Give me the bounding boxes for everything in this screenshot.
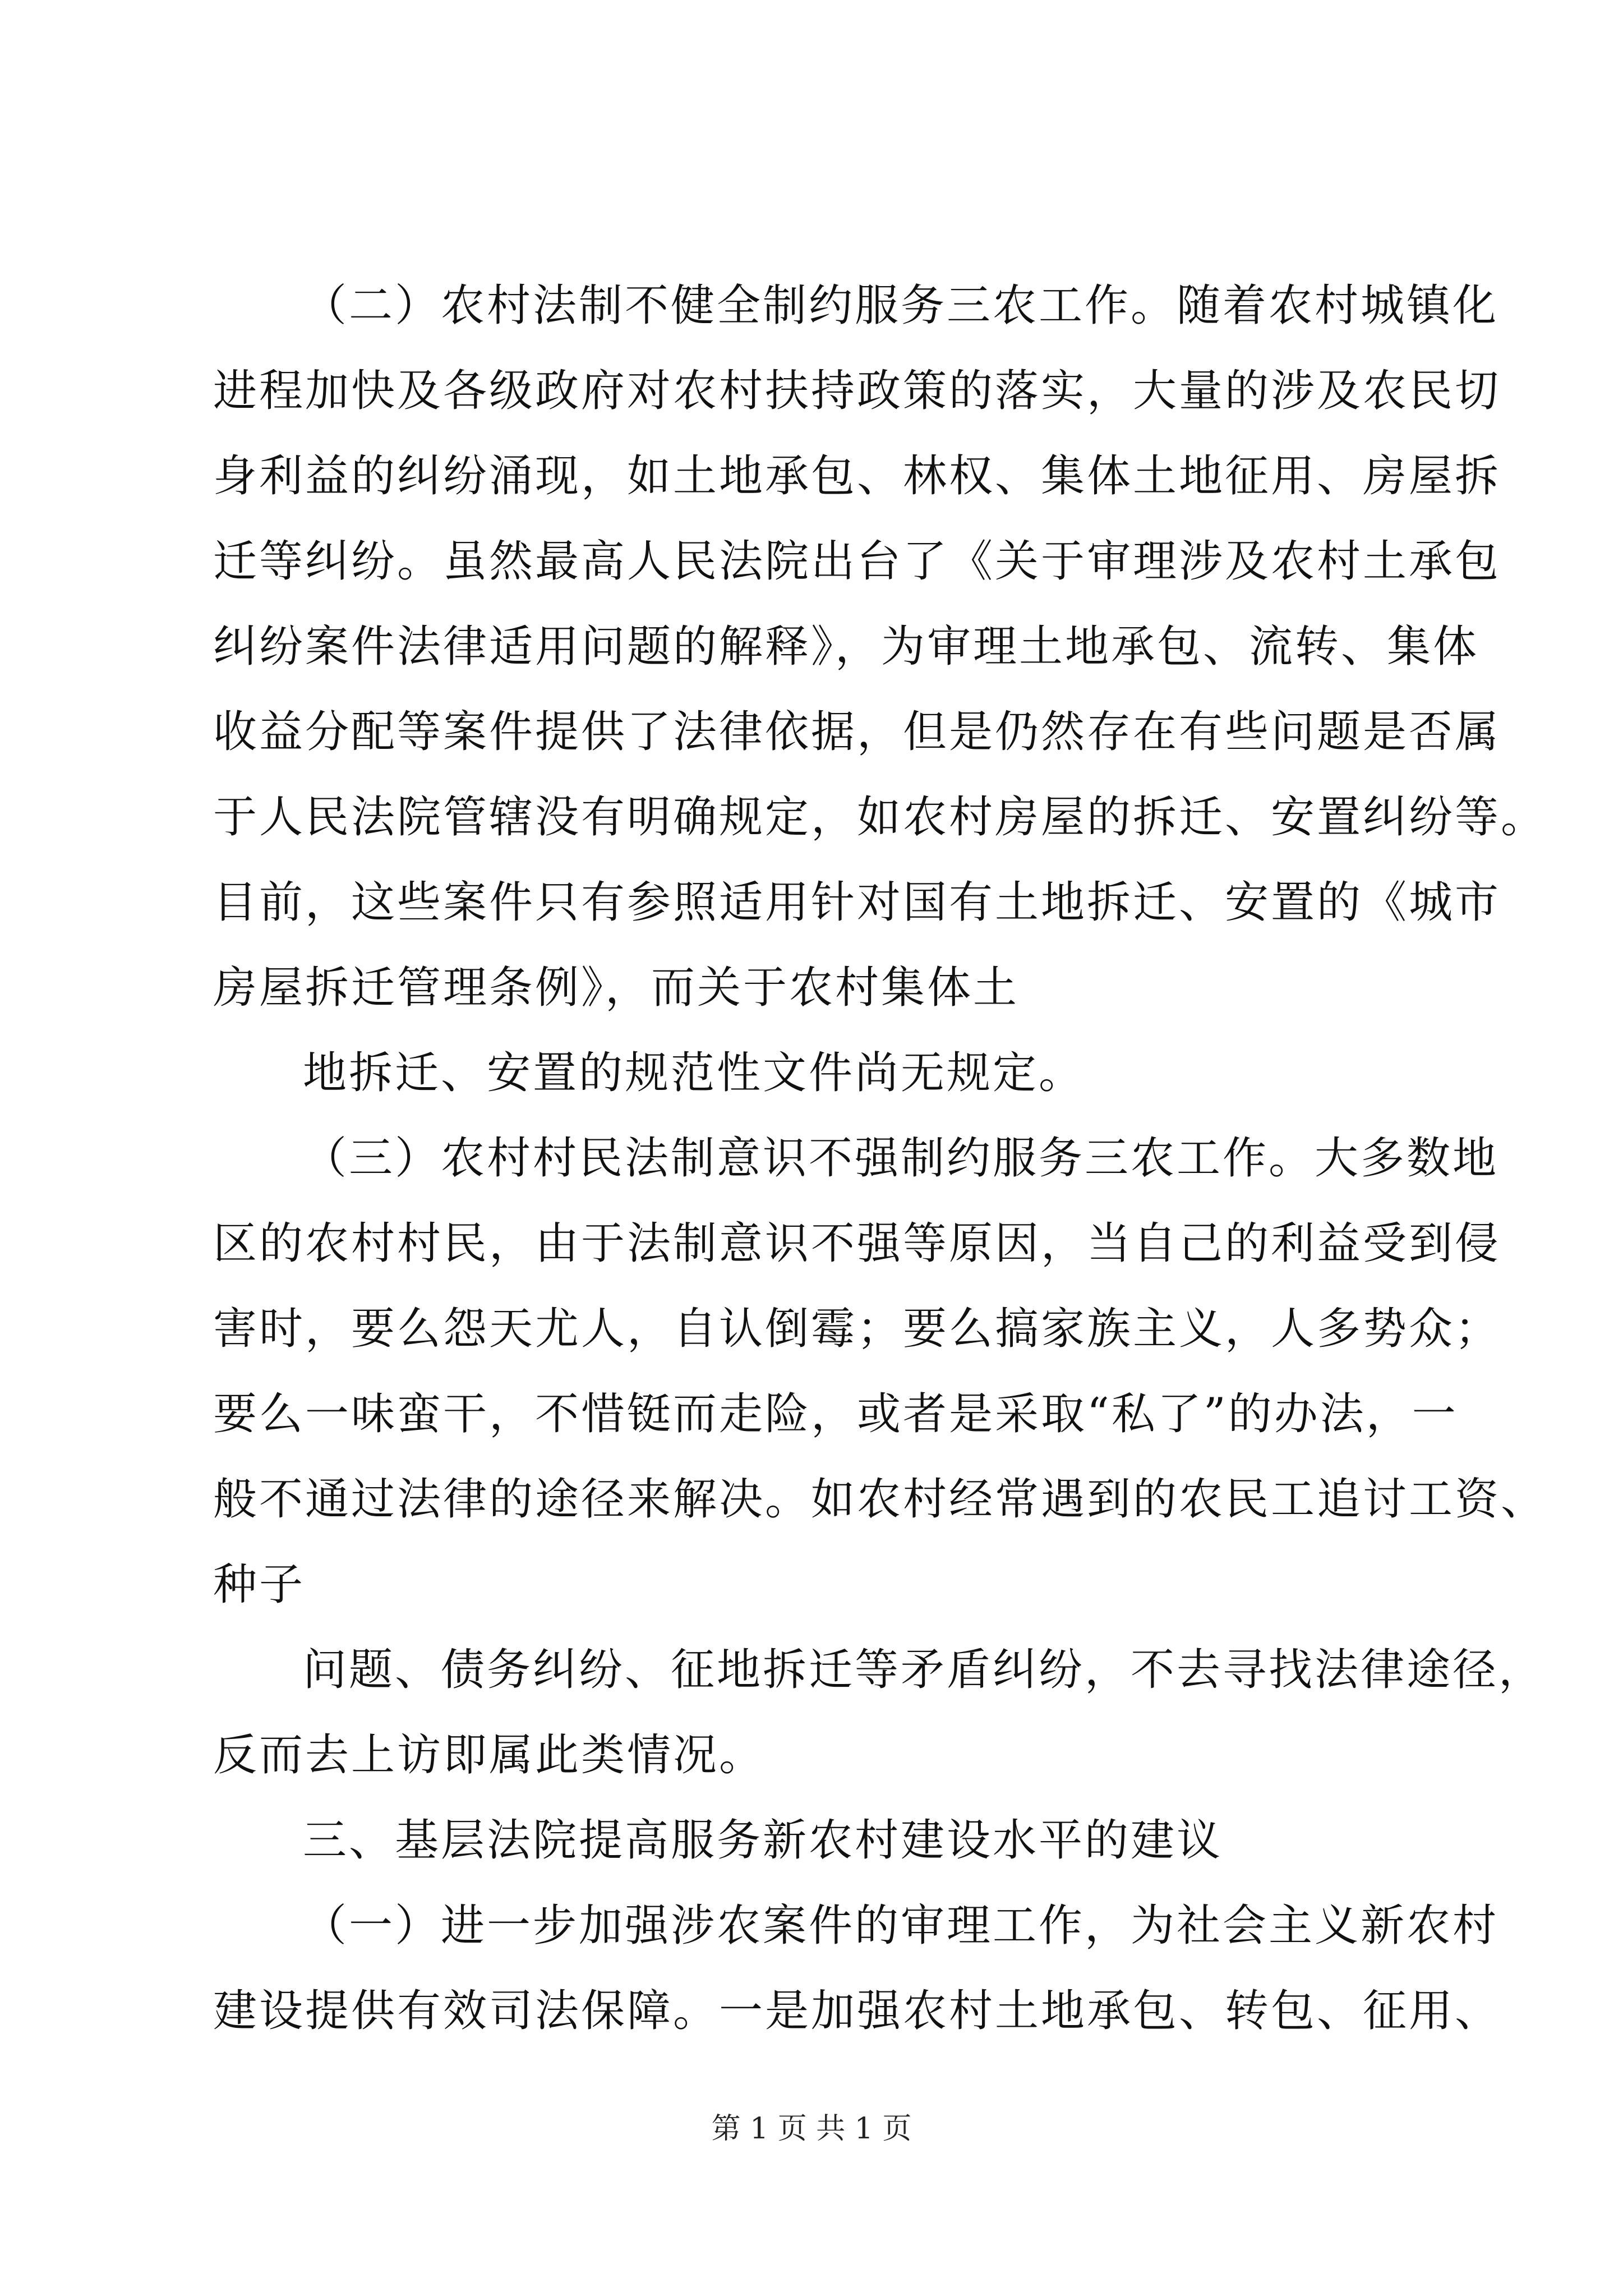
paragraph-line: 建设提供有效司法保障。一是加强农村土地承包、转包、征用、 bbox=[213, 1986, 1501, 2036]
paragraph-line: （三）农村村民法制意识不强制约服务三农工作。大多数地 bbox=[303, 1133, 1499, 1184]
paragraph-line: 要么一味蛮干，不惜铤而走险，或者是采取“私了”的办法，一 bbox=[213, 1389, 1458, 1439]
paragraph-line: 种子 bbox=[213, 1559, 306, 1610]
paragraph-line: 问题、债务纠纷、征地拆迁等矛盾纠纷，不去寻找法律途径， bbox=[303, 1645, 1545, 1695]
paragraph-line: 迁等纠纷。虽然最高人民法院出台了《关于审理涉及农村土承包 bbox=[213, 536, 1501, 587]
paragraph-line: 进程加快及各级政府对农村扶持政策的落实，大量的涉及农民切 bbox=[213, 366, 1501, 416]
paragraph-line: 般不通过法律的途径来解决。如农村经常遇到的农民工追讨工资、 bbox=[213, 1474, 1547, 1525]
paragraph-line: 房屋拆迁管理条例》，而关于农村集体土 bbox=[213, 963, 1020, 1013]
paragraph-line: 反而去上访即属此类情况。 bbox=[213, 1730, 766, 1780]
paragraph-line: 身利益的纠纷涌现，如土地承包、林权、集体土地征用、房屋拆 bbox=[213, 451, 1501, 501]
paragraph-line: （一）进一步加强涉农案件的审理工作，为社会主义新农村 bbox=[303, 1901, 1499, 1951]
paragraph-line: 害时，要么怨天尤人，自认倒霉；要么搞家族主义，人多势众； bbox=[213, 1304, 1501, 1354]
paragraph-line: 纠纷案件法律适用问题的解释》，为审理土地承包、流转、集体 bbox=[213, 622, 1479, 672]
paragraph-line: （二）农村法制不健全制约服务三农工作。随着农村城镇化 bbox=[303, 280, 1499, 331]
paragraph-line: 收益分配等案件提供了法律依据，但是仍然存在有些问题是否属 bbox=[213, 707, 1501, 757]
paragraph-line: 于人民法院管辖没有明确规定，如农村房屋的拆迁、安置纠纷等。 bbox=[213, 792, 1547, 843]
paragraph-line: 地拆迁、安置的规范性文件尚无规定。 bbox=[303, 1048, 1085, 1098]
paragraph-line: 目前，这些案件只有参照适用针对国有土地拆迁、安置的《城市 bbox=[213, 877, 1501, 928]
paragraph-line: 区的农村村民，由于法制意识不强等原因，当自己的利益受到侵 bbox=[213, 1218, 1501, 1269]
section-heading: 三、基层法院提高服务新农村建设水平的建议 bbox=[303, 1815, 1223, 1866]
page-footer: 第 1 页 共 1 页 bbox=[711, 2112, 912, 2146]
